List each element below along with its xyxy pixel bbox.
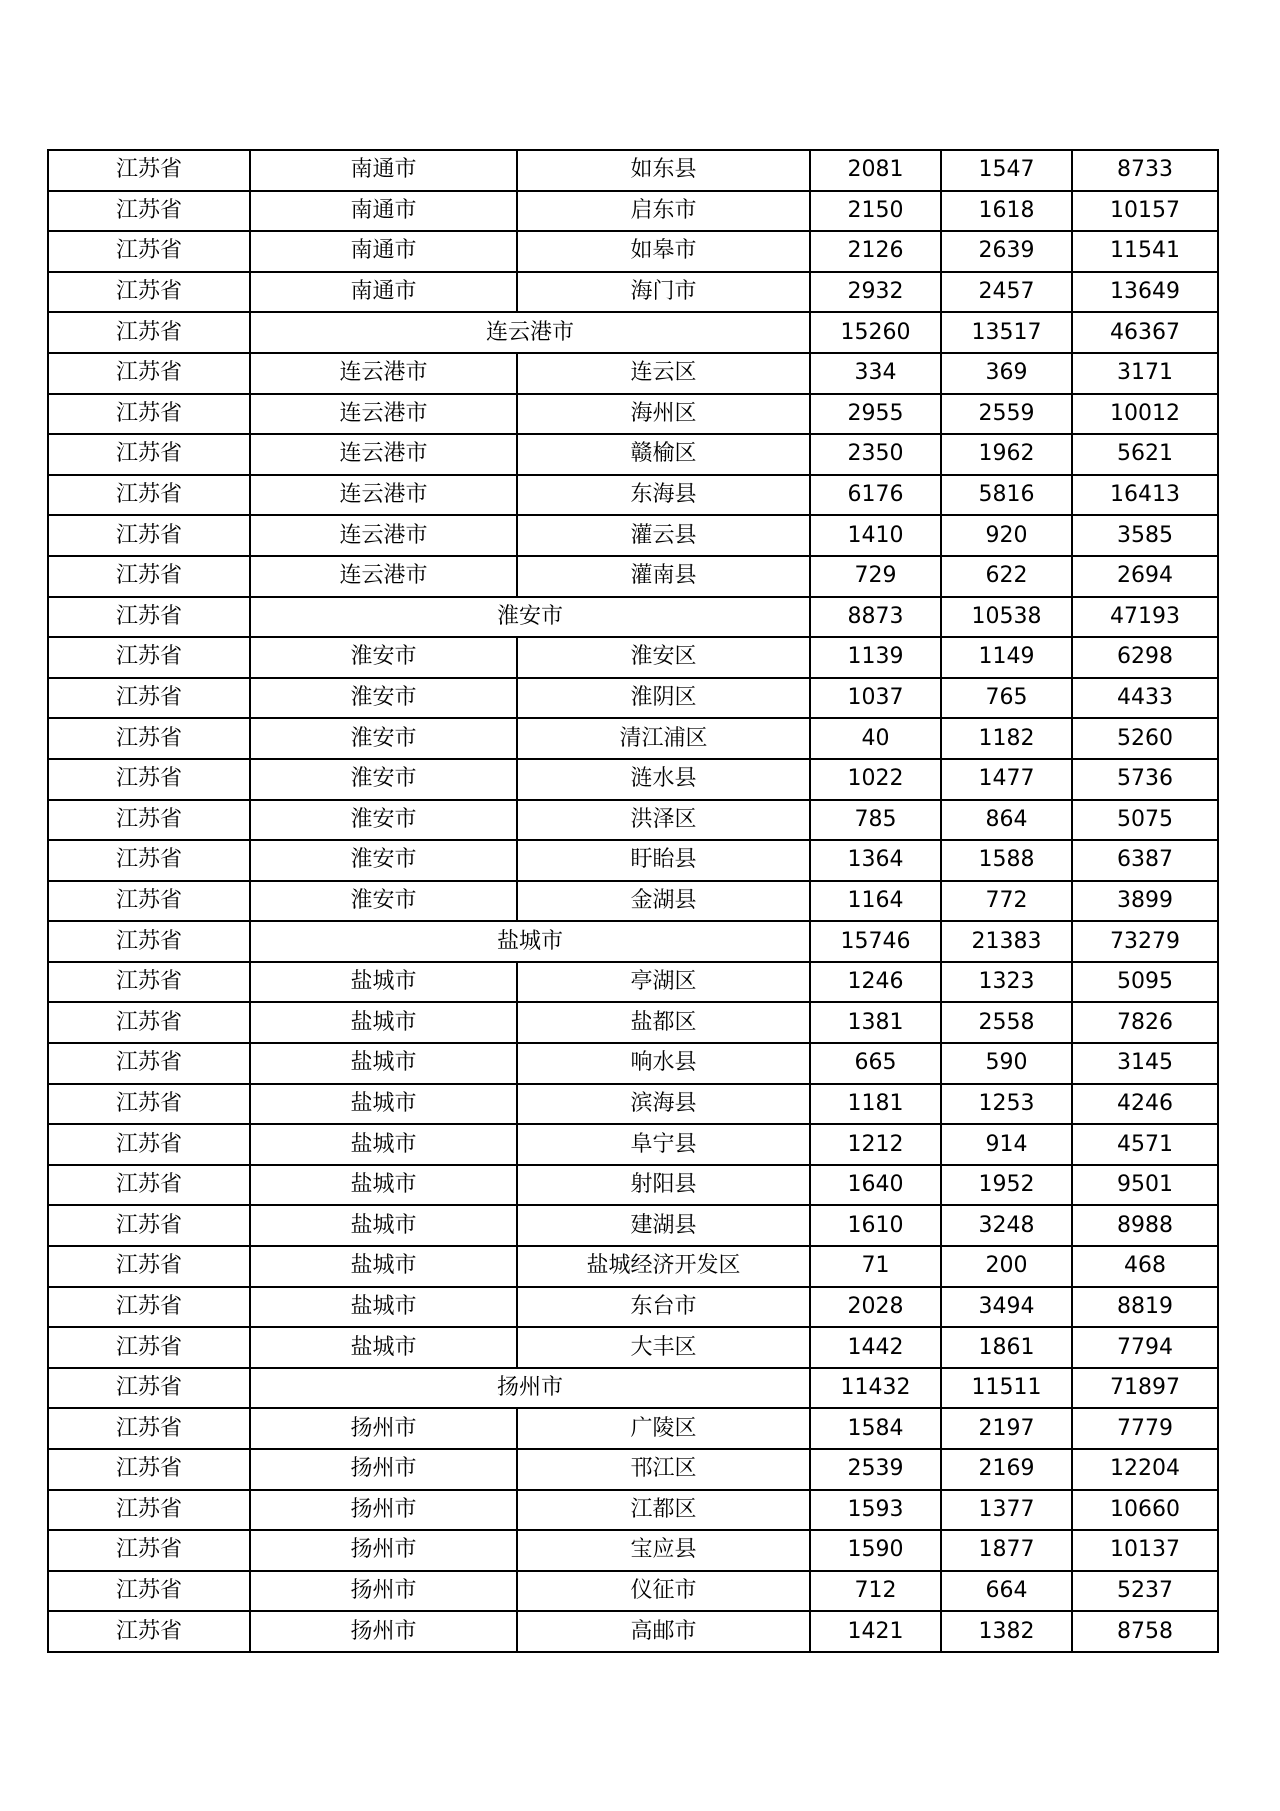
county-cell: 阜宁县 [517, 1124, 810, 1165]
value-cell: 200 [941, 1246, 1072, 1287]
value-cell: 1877 [941, 1530, 1072, 1571]
value-cell: 8733 [1072, 150, 1218, 191]
value-cell: 3248 [941, 1205, 1072, 1246]
city-cell: 南通市 [250, 150, 517, 191]
county-cell: 赣榆区 [517, 434, 810, 475]
table-row [48, 1287, 1218, 1328]
province-cell: 江苏省 [48, 1287, 250, 1328]
province-cell: 江苏省 [48, 150, 250, 191]
value-cell: 1547 [941, 150, 1072, 191]
county-cell: 涟水县 [517, 759, 810, 800]
value-cell: 10137 [1072, 1530, 1218, 1571]
value-cell: 21383 [941, 921, 1072, 962]
value-cell: 4433 [1072, 678, 1218, 719]
county-cell: 连云区 [517, 353, 810, 394]
value-cell: 2694 [1072, 556, 1218, 597]
table-row [48, 1205, 1218, 1246]
value-cell: 10012 [1072, 394, 1218, 435]
table-row [48, 475, 1218, 516]
province-cell: 江苏省 [48, 678, 250, 719]
county-cell: 如东县 [517, 150, 810, 191]
province-cell: 江苏省 [48, 272, 250, 313]
city-cell: 盐城市 [250, 1124, 517, 1165]
value-cell: 1593 [810, 1490, 941, 1531]
table-body [48, 150, 1218, 1652]
city-cell: 连云港市 [250, 434, 517, 475]
city-total-cell: 淮安市 [250, 597, 810, 638]
value-cell: 1364 [810, 840, 941, 881]
value-cell: 9501 [1072, 1165, 1218, 1206]
city-cell: 盐城市 [250, 1205, 517, 1246]
city-cell: 盐城市 [250, 1165, 517, 1206]
value-cell: 1610 [810, 1205, 941, 1246]
city-cell: 南通市 [250, 272, 517, 313]
value-cell: 1246 [810, 962, 941, 1003]
value-cell: 864 [941, 800, 1072, 841]
value-cell: 5237 [1072, 1571, 1218, 1612]
province-cell: 江苏省 [48, 1205, 250, 1246]
value-cell: 1164 [810, 881, 941, 922]
value-cell: 10538 [941, 597, 1072, 638]
value-cell: 15746 [810, 921, 941, 962]
value-cell: 5260 [1072, 718, 1218, 759]
value-cell: 11541 [1072, 231, 1218, 272]
province-cell: 江苏省 [48, 1124, 250, 1165]
city-cell: 连云港市 [250, 475, 517, 516]
province-cell: 江苏省 [48, 759, 250, 800]
city-cell: 淮安市 [250, 718, 517, 759]
value-cell: 6387 [1072, 840, 1218, 881]
value-cell: 1381 [810, 1002, 941, 1043]
province-cell: 江苏省 [48, 1368, 250, 1409]
county-cell: 建湖县 [517, 1205, 810, 1246]
value-cell: 772 [941, 881, 1072, 922]
county-cell: 仪征市 [517, 1571, 810, 1612]
value-cell: 2126 [810, 231, 941, 272]
value-cell: 2081 [810, 150, 941, 191]
province-cell: 江苏省 [48, 1571, 250, 1612]
value-cell: 622 [941, 556, 1072, 597]
table-row [48, 800, 1218, 841]
county-cell: 金湖县 [517, 881, 810, 922]
county-cell: 亭湖区 [517, 962, 810, 1003]
province-cell: 江苏省 [48, 1002, 250, 1043]
province-cell: 江苏省 [48, 475, 250, 516]
table-row [48, 272, 1218, 313]
value-cell: 8988 [1072, 1205, 1218, 1246]
province-cell: 江苏省 [48, 840, 250, 881]
value-cell: 1962 [941, 434, 1072, 475]
value-cell: 71 [810, 1246, 941, 1287]
table-row [48, 840, 1218, 881]
value-cell: 590 [941, 1043, 1072, 1084]
county-cell: 响水县 [517, 1043, 810, 1084]
province-cell: 江苏省 [48, 597, 250, 638]
value-cell: 729 [810, 556, 941, 597]
value-cell: 468 [1072, 1246, 1218, 1287]
county-cell: 灌南县 [517, 556, 810, 597]
city-total-row [48, 1368, 1218, 1409]
value-cell: 5075 [1072, 800, 1218, 841]
province-cell: 江苏省 [48, 1490, 250, 1531]
value-cell: 2350 [810, 434, 941, 475]
table-row [48, 1408, 1218, 1449]
table-row [48, 1043, 1218, 1084]
value-cell: 8758 [1072, 1611, 1218, 1652]
value-cell: 712 [810, 1571, 941, 1612]
value-cell: 665 [810, 1043, 941, 1084]
value-cell: 7826 [1072, 1002, 1218, 1043]
value-cell: 47193 [1072, 597, 1218, 638]
county-cell: 海州区 [517, 394, 810, 435]
value-cell: 5095 [1072, 962, 1218, 1003]
city-cell: 南通市 [250, 231, 517, 272]
city-total-row [48, 597, 1218, 638]
value-cell: 1382 [941, 1611, 1072, 1652]
value-cell: 1139 [810, 637, 941, 678]
table-row [48, 1246, 1218, 1287]
value-cell: 6176 [810, 475, 941, 516]
table-row [48, 1124, 1218, 1165]
value-cell: 8819 [1072, 1287, 1218, 1328]
city-cell: 连云港市 [250, 353, 517, 394]
province-cell: 江苏省 [48, 881, 250, 922]
value-cell: 5816 [941, 475, 1072, 516]
province-cell: 江苏省 [48, 1165, 250, 1206]
province-cell: 江苏省 [48, 800, 250, 841]
value-cell: 11511 [941, 1368, 1072, 1409]
city-cell: 盐城市 [250, 1327, 517, 1368]
city-total-cell: 连云港市 [250, 312, 810, 353]
value-cell: 2539 [810, 1449, 941, 1490]
value-cell: 1410 [810, 515, 941, 556]
city-cell: 扬州市 [250, 1449, 517, 1490]
province-cell: 江苏省 [48, 434, 250, 475]
province-cell: 江苏省 [48, 353, 250, 394]
city-cell: 淮安市 [250, 800, 517, 841]
value-cell: 334 [810, 353, 941, 394]
table-row [48, 1449, 1218, 1490]
value-cell: 1022 [810, 759, 941, 800]
value-cell: 8873 [810, 597, 941, 638]
province-cell: 江苏省 [48, 921, 250, 962]
table-row [48, 231, 1218, 272]
table-row [48, 1084, 1218, 1125]
county-cell: 东海县 [517, 475, 810, 516]
city-total-cell: 盐城市 [250, 921, 810, 962]
table-row [48, 353, 1218, 394]
province-cell: 江苏省 [48, 1408, 250, 1449]
province-cell: 江苏省 [48, 231, 250, 272]
city-cell: 扬州市 [250, 1611, 517, 1652]
county-cell: 如皋市 [517, 231, 810, 272]
value-cell: 3494 [941, 1287, 1072, 1328]
county-cell: 盐城经济开发区 [517, 1246, 810, 1287]
value-cell: 1590 [810, 1530, 941, 1571]
province-cell: 江苏省 [48, 1246, 250, 1287]
city-cell: 扬州市 [250, 1408, 517, 1449]
table-row [48, 515, 1218, 556]
value-cell: 6298 [1072, 637, 1218, 678]
table-row [48, 191, 1218, 232]
county-cell: 宝应县 [517, 1530, 810, 1571]
city-cell: 盐城市 [250, 1084, 517, 1125]
province-cell: 江苏省 [48, 312, 250, 353]
value-cell: 2150 [810, 191, 941, 232]
value-cell: 12204 [1072, 1449, 1218, 1490]
county-cell: 灌云县 [517, 515, 810, 556]
table-row [48, 150, 1218, 191]
value-cell: 1037 [810, 678, 941, 719]
county-cell: 盱眙县 [517, 840, 810, 881]
province-cell: 江苏省 [48, 1043, 250, 1084]
city-cell: 淮安市 [250, 637, 517, 678]
value-cell: 5621 [1072, 434, 1218, 475]
value-cell: 1421 [810, 1611, 941, 1652]
county-cell: 盐都区 [517, 1002, 810, 1043]
value-cell: 2559 [941, 394, 1072, 435]
value-cell: 1182 [941, 718, 1072, 759]
value-cell: 1149 [941, 637, 1072, 678]
value-cell: 13517 [941, 312, 1072, 353]
table-row [48, 881, 1218, 922]
county-cell: 滨海县 [517, 1084, 810, 1125]
county-cell: 淮阴区 [517, 678, 810, 719]
value-cell: 10157 [1072, 191, 1218, 232]
city-cell: 盐城市 [250, 962, 517, 1003]
county-cell: 江都区 [517, 1490, 810, 1531]
province-cell: 江苏省 [48, 1084, 250, 1125]
value-cell: 2558 [941, 1002, 1072, 1043]
value-cell: 1618 [941, 191, 1072, 232]
province-cell: 江苏省 [48, 191, 250, 232]
city-cell: 淮安市 [250, 759, 517, 800]
value-cell: 46367 [1072, 312, 1218, 353]
province-cell: 江苏省 [48, 1611, 250, 1652]
value-cell: 1377 [941, 1490, 1072, 1531]
county-cell: 射阳县 [517, 1165, 810, 1206]
table-row [48, 1002, 1218, 1043]
city-cell: 盐城市 [250, 1246, 517, 1287]
table-row [48, 962, 1218, 1003]
city-total-row [48, 312, 1218, 353]
value-cell: 1952 [941, 1165, 1072, 1206]
county-cell: 广陵区 [517, 1408, 810, 1449]
value-cell: 13649 [1072, 272, 1218, 313]
value-cell: 1181 [810, 1084, 941, 1125]
city-cell: 淮安市 [250, 840, 517, 881]
table-row [48, 759, 1218, 800]
value-cell: 2955 [810, 394, 941, 435]
province-cell: 江苏省 [48, 1327, 250, 1368]
table-row [48, 1571, 1218, 1612]
value-cell: 1640 [810, 1165, 941, 1206]
county-cell: 洪泽区 [517, 800, 810, 841]
table-row [48, 1530, 1218, 1571]
province-cell: 江苏省 [48, 718, 250, 759]
value-cell: 4571 [1072, 1124, 1218, 1165]
value-cell: 1477 [941, 759, 1072, 800]
county-cell: 高邮市 [517, 1611, 810, 1652]
value-cell: 3585 [1072, 515, 1218, 556]
county-cell: 东台市 [517, 1287, 810, 1328]
province-cell: 江苏省 [48, 637, 250, 678]
value-cell: 1861 [941, 1327, 1072, 1368]
province-cell: 江苏省 [48, 556, 250, 597]
value-cell: 10660 [1072, 1490, 1218, 1531]
city-total-cell: 扬州市 [250, 1368, 810, 1409]
county-cell: 淮安区 [517, 637, 810, 678]
value-cell: 2028 [810, 1287, 941, 1328]
table-row [48, 678, 1218, 719]
value-cell: 1584 [810, 1408, 941, 1449]
value-cell: 71897 [1072, 1368, 1218, 1409]
value-cell: 2457 [941, 272, 1072, 313]
value-cell: 2197 [941, 1408, 1072, 1449]
county-cell: 海门市 [517, 272, 810, 313]
province-cell: 江苏省 [48, 962, 250, 1003]
city-cell: 南通市 [250, 191, 517, 232]
value-cell: 7794 [1072, 1327, 1218, 1368]
city-cell: 扬州市 [250, 1490, 517, 1531]
value-cell: 2639 [941, 231, 1072, 272]
value-cell: 1253 [941, 1084, 1072, 1125]
city-cell: 淮安市 [250, 881, 517, 922]
province-cell: 江苏省 [48, 1449, 250, 1490]
city-cell: 扬州市 [250, 1571, 517, 1612]
province-cell: 江苏省 [48, 394, 250, 435]
value-cell: 1323 [941, 962, 1072, 1003]
province-cell: 江苏省 [48, 1530, 250, 1571]
table-row [48, 556, 1218, 597]
table-row [48, 718, 1218, 759]
table-row [48, 1611, 1218, 1652]
value-cell: 765 [941, 678, 1072, 719]
value-cell: 664 [941, 1571, 1072, 1612]
value-cell: 3145 [1072, 1043, 1218, 1084]
table-row [48, 1327, 1218, 1368]
table-row [48, 1490, 1218, 1531]
value-cell: 2932 [810, 272, 941, 313]
city-cell: 扬州市 [250, 1530, 517, 1571]
county-cell: 清江浦区 [517, 718, 810, 759]
table-row [48, 637, 1218, 678]
city-cell: 连云港市 [250, 394, 517, 435]
city-cell: 连云港市 [250, 556, 517, 597]
value-cell: 1588 [941, 840, 1072, 881]
value-cell: 11432 [810, 1368, 941, 1409]
value-cell: 40 [810, 718, 941, 759]
city-cell: 盐城市 [250, 1287, 517, 1328]
value-cell: 15260 [810, 312, 941, 353]
value-cell: 3899 [1072, 881, 1218, 922]
value-cell: 1442 [810, 1327, 941, 1368]
county-cell: 启东市 [517, 191, 810, 232]
value-cell: 2169 [941, 1449, 1072, 1490]
table-row [48, 394, 1218, 435]
value-cell: 7779 [1072, 1408, 1218, 1449]
value-cell: 3171 [1072, 353, 1218, 394]
county-cell: 邗江区 [517, 1449, 810, 1490]
statistics-table [47, 149, 1219, 1653]
table-row [48, 434, 1218, 475]
county-cell: 大丰区 [517, 1327, 810, 1368]
province-cell: 江苏省 [48, 515, 250, 556]
city-cell: 盐城市 [250, 1043, 517, 1084]
value-cell: 920 [941, 515, 1072, 556]
table-row [48, 1165, 1218, 1206]
value-cell: 914 [941, 1124, 1072, 1165]
city-total-row [48, 921, 1218, 962]
value-cell: 5736 [1072, 759, 1218, 800]
city-cell: 盐城市 [250, 1002, 517, 1043]
city-cell: 淮安市 [250, 678, 517, 719]
value-cell: 4246 [1072, 1084, 1218, 1125]
value-cell: 73279 [1072, 921, 1218, 962]
city-cell: 连云港市 [250, 515, 517, 556]
value-cell: 785 [810, 800, 941, 841]
value-cell: 369 [941, 353, 1072, 394]
value-cell: 1212 [810, 1124, 941, 1165]
value-cell: 16413 [1072, 475, 1218, 516]
